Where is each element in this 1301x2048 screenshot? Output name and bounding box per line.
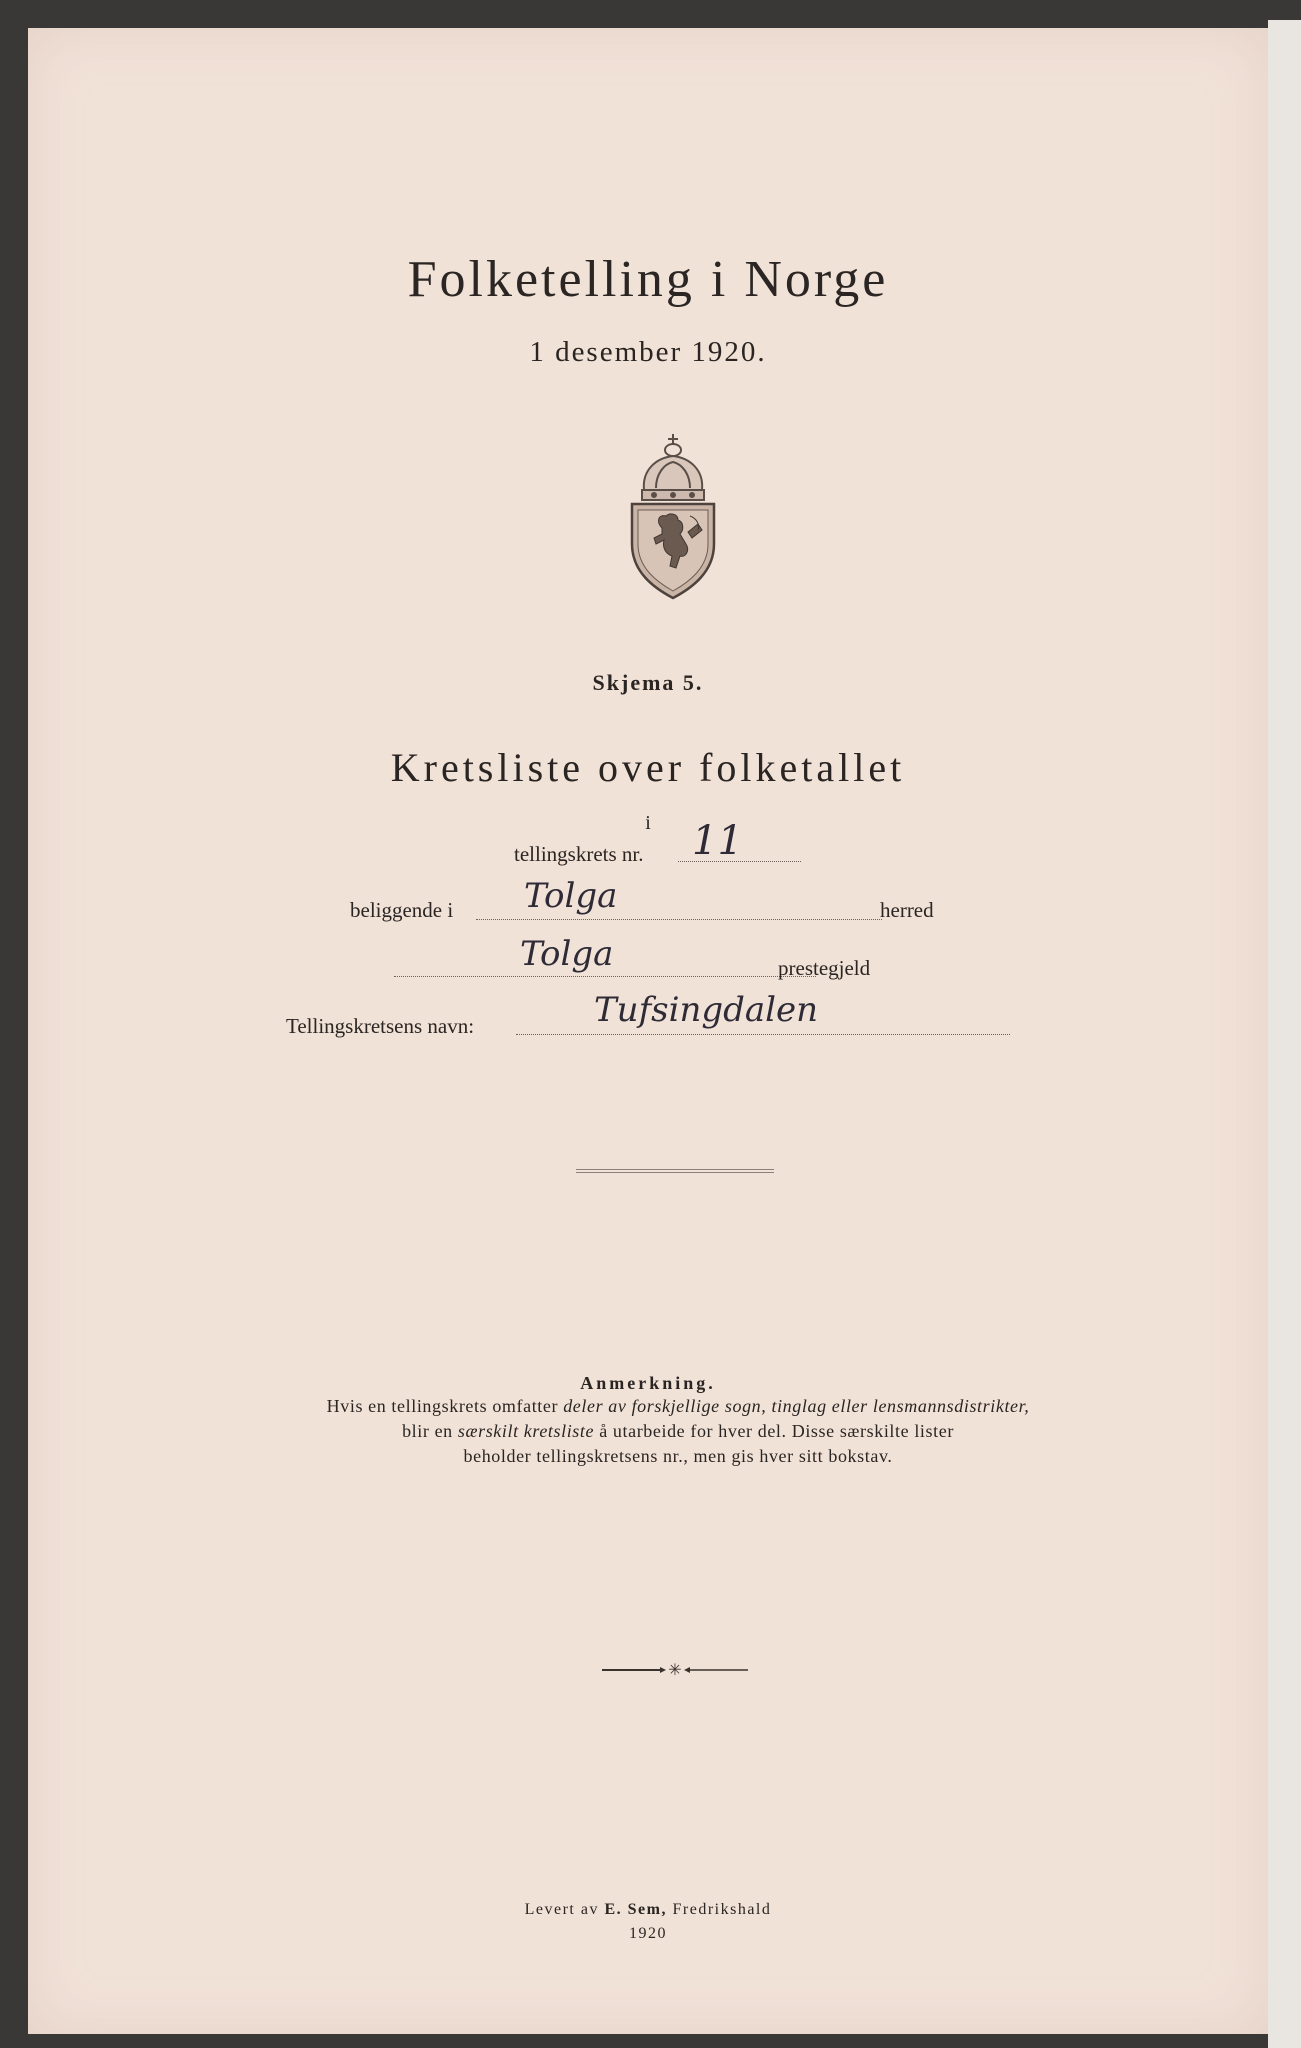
printer-line (28, 1898, 1268, 1922)
divider-rule (576, 1169, 774, 1173)
note-line-1-text: Hvis en tellingskrets omfatter (326, 1396, 564, 1416)
krets-number-handwritten: 11 (692, 818, 743, 864)
scan-margin (1268, 20, 1301, 2048)
note-text (228, 1394, 1128, 1469)
norwegian-coat-of-arms-icon (626, 432, 720, 600)
note-heading: Anmerkning. (580, 1373, 716, 1393)
census-form-page (28, 28, 1268, 2034)
prestegjeld-label: prestegjeld (778, 956, 871, 980)
navn-label: Tellingskretsens navn: (286, 1014, 475, 1038)
note-line-2-text-b: å utarbeide for hver del. Disse særskilte lister (594, 1421, 954, 1441)
herred-label: herred (880, 898, 934, 922)
page-title: Folketelling i Norge (407, 251, 889, 308)
printer-year: 1920 (629, 1925, 667, 1942)
note-line-1 (228, 1394, 1128, 1419)
herred-handwritten: Tolga (524, 876, 618, 916)
preposition-i: i (645, 812, 651, 834)
navn-line (516, 1034, 1010, 1035)
printer-place: Fredrikshald (666, 1901, 772, 1918)
prestegjeld-line (394, 976, 816, 977)
note-line-2-text-a: blir en (402, 1421, 458, 1441)
svg-text:✳: ✳ (668, 1662, 682, 1678)
printer-name: E. Sem, (604, 1901, 667, 1918)
prestegjeld-handwritten: Tolga (520, 934, 614, 974)
printer-prefix: Levert av (524, 1901, 605, 1918)
herred-line (476, 919, 882, 920)
note-line-2-italic: særskilt kretsliste (457, 1421, 595, 1441)
printer-imprint (28, 1898, 1268, 1946)
form-subtitle: Kretsliste over folketallet (390, 745, 906, 790)
schema-number: Skjema 5. (592, 670, 704, 695)
census-date: 1 desember 1920. (529, 336, 767, 368)
note-line-3: beholder tellingskretsens nr., men gis hver sitt bokstav. (463, 1446, 893, 1466)
note-line-1-italic: deler av forskjellige sogn, tinglag eller lensmannsdistrikter, (563, 1396, 1030, 1416)
navn-handwritten: Tufsingdalen (594, 990, 819, 1030)
note-line-2 (228, 1419, 1128, 1444)
beliggende-label: beliggende i (350, 898, 454, 922)
krets-label: tellingskrets nr. (514, 842, 644, 866)
ornament-divider-icon (602, 1662, 748, 1678)
